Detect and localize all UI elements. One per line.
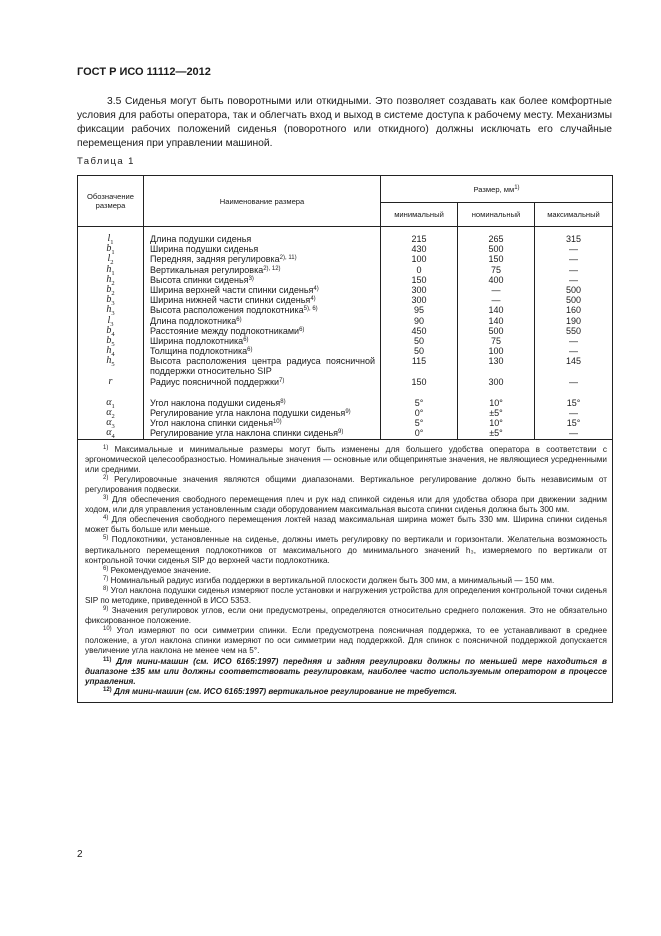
designation-symbol: b (106, 335, 112, 346)
row-nom: 150 (488, 254, 504, 265)
row-nom: 400 (488, 274, 504, 285)
designation-index: 3 (111, 423, 115, 429)
designation-symbol: b (106, 244, 112, 255)
footnote-text: Регулировочные значения являются общими диапазонами. Вертикальное регулирование должно быть независимым от регулирования подвески. (85, 474, 607, 494)
row-min: 0° (414, 408, 424, 419)
designation-symbol: l (107, 254, 111, 265)
nom-column (458, 227, 535, 440)
row-nom: 75 (490, 335, 501, 346)
footnote-mark: 5) (103, 535, 109, 542)
designation-index: 1 (111, 269, 115, 275)
designation-index: 1 (111, 402, 115, 409)
dimension-name: Вертикальная регулировка (150, 264, 264, 275)
designation-index: 1 (111, 249, 115, 255)
dimension-name: Угол наклона подушки сиденья (150, 397, 281, 408)
footnote-mark: 12) (103, 686, 112, 693)
footnote-mark: 4) (103, 515, 109, 522)
row-designation (78, 275, 143, 285)
row-max: 550 (565, 325, 582, 336)
designation-symbol: α (106, 428, 112, 439)
designation-index: 4 (111, 330, 115, 336)
clause-3-5: 3.5 Сиденья могут быть поворотными или откидными. Это позволяет создавать как более комфортные условия для работы оператора, так и облегчать вход и выход в системе доступа к рабочему месту. Механизмы фиксации рабочих положений сиденья (поворотного или откидного) должны исключать его случайные перемещения при управлении машиной. (77, 96, 612, 149)
footnote-ref: 3) (248, 275, 254, 282)
document-header: ГОСТ Р ИСО 11112—2012 (77, 66, 211, 78)
dimension-name: Ширина верхней части спинки сиденья (150, 284, 314, 295)
group-spacer (144, 387, 380, 398)
row-designation (78, 244, 143, 254)
row-max: — (569, 376, 578, 387)
footnote-ref: 6) (243, 336, 249, 343)
group-spacer (78, 387, 143, 398)
footnote-text: Номинальный радиус изгиба поддержки в вертикальной плоскости должен быть 300 мм, а минимальный — 150 мм. (108, 575, 555, 585)
dimension-name: Угол наклона спинки сиденья (150, 418, 273, 429)
footnote-text: Для мини-машин (см. ИСО 6165:1997) передняя и задняя регулировки должны по меньшей мере находиться в диапазоне ±35 мм или должны соответствовать регулировкам, наиболее часто используемым оператором в процессе управления. (85, 656, 607, 686)
footnote-ref: 4) (310, 296, 316, 303)
row-min: 0 (416, 264, 422, 275)
row-max: 190 (565, 315, 582, 326)
designation-symbol: r (108, 376, 113, 387)
row-name (144, 326, 380, 336)
row-max: 315 (565, 234, 582, 244)
footnote (85, 566, 607, 576)
row-min: 95 (413, 305, 424, 316)
row-nom: 140 (488, 305, 504, 316)
dimension-name: Расстояние между подлокотниками (150, 325, 300, 336)
row-max: — (569, 274, 578, 285)
row-nom: 130 (488, 356, 504, 367)
row-designation (78, 346, 143, 356)
row-name (144, 377, 380, 387)
dimension-name: Ширина нижней части спинки сиденья (150, 295, 311, 306)
designation-index: 3 (111, 310, 115, 316)
footnote-text: Значения регулировок углов, если они предусмотрены, определяются относительно среднего положения. Это не обязательно фиксированное положение. (85, 606, 607, 626)
row-max: 15° (566, 397, 581, 408)
row-nom: 500 (488, 244, 504, 255)
row-name (144, 254, 380, 264)
footnote-ref: 4) (313, 285, 319, 292)
footnote-ref: 5), 6) (303, 306, 318, 313)
row-nom: ±5° (489, 428, 503, 439)
row-name (144, 316, 380, 326)
footnote (85, 576, 607, 586)
footnote-ref: 9) (338, 429, 344, 436)
row-min: 215 (411, 234, 427, 244)
footnote-text: Подлокотники, установленные на сиденье, должны иметь регулировку по вертикали и горизонтали. Желательна возможность вертикального перемещения подлокотников от максимального до минимального значений h₃, измеряемого по вертикали от контрольной точки сиденья SIP до верхней части подлокотника. (85, 535, 607, 565)
row-name (144, 275, 380, 285)
min-column (381, 227, 458, 440)
row-max: 145 (565, 356, 582, 367)
row-max: — (569, 264, 578, 275)
designation-symbol: α (106, 408, 112, 419)
designation-symbol: b (106, 295, 112, 306)
row-min: 0° (414, 428, 424, 439)
designation-index: 2 (111, 279, 115, 285)
col-header-size (381, 176, 613, 203)
footnote (85, 626, 607, 656)
designation-symbol: l (107, 315, 111, 326)
row-name (144, 418, 380, 428)
row-min: 450 (411, 325, 427, 336)
footnote-mark: 9) (103, 606, 109, 613)
dimension-name: Передняя, задняя регулировка (150, 254, 280, 265)
size-label: Размер, мм (473, 184, 515, 194)
group-spacer (458, 387, 534, 398)
designation-symbol: b (106, 284, 112, 295)
dimension-name: Радиус поясничной поддержки (150, 376, 280, 387)
footnote-mark: 7) (103, 575, 109, 582)
footnote-ref: 2), 11) (279, 255, 297, 262)
footnote (85, 687, 607, 697)
footnote-text: Максимальные и минимальные размеры могут быть изменены для большего удобства оператора в соответствии с эргономической целесообразностью. Номинальные значения — основные или общепринятые значения, не являющиеся усредненными или средними. (85, 444, 607, 474)
row-min: 300 (411, 295, 427, 306)
dimension-name: Высота расположения подлокотника (150, 305, 304, 316)
footnote-text: Для обеспечения свободного перемещения плеч и рук над спинкой сиденья или для удобства обзора при движении задним ходом, или для управления установленным сзади оборудованием максимальная высота спинки сиденья должна быть 300 мм. (85, 495, 607, 515)
col-header-name: Наименование размера (144, 176, 381, 227)
row-min: 430 (411, 244, 427, 255)
footnote-text: Угол измеряют по оси симметрии спинки. Если предусмотрена поясничная поддержка, то ее устанавливают в среднее положение, а угол наклона спинки измеряют по оси симметрии над поддержкой. Для спинок с поясничной поддержкой допускается увеличение угла наклона не менее чем на 5°. (85, 626, 607, 656)
row-designation (78, 418, 143, 428)
row-max: — (569, 244, 578, 255)
footnote (85, 657, 607, 687)
row-max: 15° (566, 418, 581, 429)
footnote-text: Рекомендуемое значение. (108, 565, 211, 575)
designation-symbol: α (106, 397, 112, 408)
footnote-mark: 3) (103, 495, 109, 502)
row-name (144, 295, 380, 305)
dimension-name: Регулирование угла наклона спинки сиденья (150, 428, 339, 439)
row-min: 5° (414, 397, 424, 408)
footnote-ref: 8) (280, 398, 286, 405)
row-min: 115 (411, 356, 427, 367)
max-column (535, 227, 613, 440)
col-header-max: максимальный (535, 203, 613, 227)
row-min: 50 (413, 335, 424, 346)
row-max: — (569, 346, 578, 357)
designation-symbol: h (106, 346, 112, 357)
designation-symbol: h (106, 305, 112, 316)
row-nom: 265 (488, 234, 504, 244)
designation-index: 2 (111, 289, 115, 296)
row-designation (78, 428, 143, 438)
row-min: 150 (411, 274, 427, 285)
row-name (144, 356, 380, 376)
designation-symbol: h (106, 264, 112, 275)
page-number: 2 (77, 849, 83, 860)
row-max: — (569, 408, 578, 419)
dimension-name: Высота расположения центра радиуса поясничной поддержки относительно SIP (150, 356, 375, 377)
row-designation (78, 316, 143, 326)
footnote-text: Для обеспечения свободного перемещения локтей назад максимальная ширина может быть 330 мм. Ширина спинки сиденья может быть больше или меньше. (85, 515, 607, 535)
designation-index: 3 (110, 320, 114, 326)
designation-index: 2 (110, 259, 114, 265)
row-name (144, 398, 380, 408)
row-nom: 140 (488, 315, 504, 326)
row-nom: 75 (490, 264, 501, 275)
designation-index: 3 (111, 300, 115, 306)
row-name (144, 244, 380, 254)
group-spacer (381, 387, 457, 398)
dimension-name: Толщина подлокотника (150, 346, 248, 357)
row-nom: — (491, 295, 501, 306)
footnote (85, 606, 607, 626)
col-header-designation: Обозначение размера (78, 176, 144, 227)
row-designation (78, 265, 143, 275)
footnote-mark: 11) (103, 656, 112, 663)
row-name (144, 234, 380, 244)
row-max: 500 (565, 284, 582, 295)
dimensions-table (77, 175, 613, 703)
footnote (85, 445, 607, 475)
row-nom: 10° (489, 418, 503, 429)
row-max: — (569, 335, 578, 346)
footnote (85, 515, 607, 535)
table-footnotes (78, 439, 613, 702)
footnote (85, 535, 607, 565)
name-column (144, 227, 381, 440)
footnote-mark: 10) (103, 626, 112, 633)
row-name (144, 336, 380, 346)
designation-symbol: h (106, 274, 112, 285)
footnote (85, 475, 607, 495)
dimension-name: Регулирование угла наклона подушки сиденья (150, 408, 346, 419)
designation-index: 5 (111, 361, 115, 369)
designation-index: 2 (111, 413, 115, 419)
designation-symbol: l (107, 234, 111, 244)
dimension-name: Высота спинки сиденья (150, 274, 249, 285)
row-designation (78, 377, 143, 387)
row-min: 300 (411, 284, 427, 295)
footnote-mark: 2) (103, 474, 109, 481)
row-designation (78, 326, 143, 336)
row-max: — (569, 428, 578, 439)
row-designation (78, 408, 143, 418)
designation-index: 4 (111, 433, 115, 439)
row-name (144, 265, 380, 275)
footnote-mark: 6) (103, 565, 109, 572)
footnote-mark: 8) (103, 585, 109, 592)
row-name (144, 346, 380, 356)
row-designation (78, 285, 143, 295)
dimension-name: Ширина подушки сиденья (150, 244, 259, 255)
row-max: 500 (565, 295, 582, 306)
row-nom: 300 (488, 376, 504, 387)
col-header-nom: номинальный (458, 203, 535, 227)
dimension-name: Длина подлокотника (150, 315, 237, 326)
row-name (144, 285, 380, 295)
dimension-name: Ширина подлокотника (150, 335, 244, 346)
row-nom: 500 (488, 325, 504, 336)
row-nom: 100 (488, 346, 504, 357)
designation-index: 1 (110, 239, 114, 245)
row-min: 150 (411, 376, 427, 387)
footnote-ref: 10) (272, 419, 282, 426)
row-max: — (569, 254, 578, 265)
footnote (85, 586, 607, 606)
row-designation (78, 234, 143, 244)
col-header-min: минимальный (381, 203, 458, 227)
dimension-name: Длина подушки сиденья (150, 234, 252, 244)
row-designation (78, 254, 143, 264)
row-min: 50 (413, 346, 424, 357)
designation-symbol: α (106, 418, 112, 429)
row-name (144, 428, 380, 438)
footnote-ref: 9) (345, 409, 351, 416)
row-designation (78, 398, 143, 408)
row-max: 160 (565, 305, 582, 316)
footnote-ref: 6) (236, 316, 242, 323)
footnote (85, 495, 607, 515)
designation-symbol: b (106, 325, 112, 336)
row-name (144, 408, 380, 418)
size-note: 1) (514, 184, 520, 191)
designation-column (78, 227, 144, 440)
row-name (144, 305, 380, 315)
footnote-text: Угол наклона подушки сиденья измеряют после установки и нагружения устройства для определения контрольной точки сиденья SIP по методике, приведенной в ИСО 5353. (85, 585, 607, 605)
row-nom: 10° (489, 397, 503, 408)
footnote-text: Для мини-машин (см. ИСО 6165:1997) вертикальное регулирование не требуется. (111, 686, 457, 696)
row-min: 5° (414, 418, 424, 429)
row-min: 90 (413, 315, 424, 326)
group-spacer (535, 387, 612, 398)
row-designation (78, 356, 143, 376)
table-caption: Таблица 1 (77, 156, 135, 167)
row-nom: — (491, 284, 501, 295)
row-nom: ±5° (489, 408, 503, 419)
designation-index: 4 (111, 351, 115, 357)
row-designation (78, 336, 143, 346)
footnote-ref: 6) (247, 347, 253, 354)
row-min: 100 (411, 254, 427, 265)
footnote-mark: 1) (103, 444, 109, 451)
footnote-ref: 6) (299, 326, 305, 333)
footnote-ref: 7) (279, 377, 285, 384)
designation-symbol: h (106, 356, 112, 367)
row-designation (78, 305, 143, 315)
row-designation (78, 295, 143, 305)
designation-index: 5 (111, 340, 115, 347)
footnote-ref: 2), 12) (263, 265, 281, 272)
